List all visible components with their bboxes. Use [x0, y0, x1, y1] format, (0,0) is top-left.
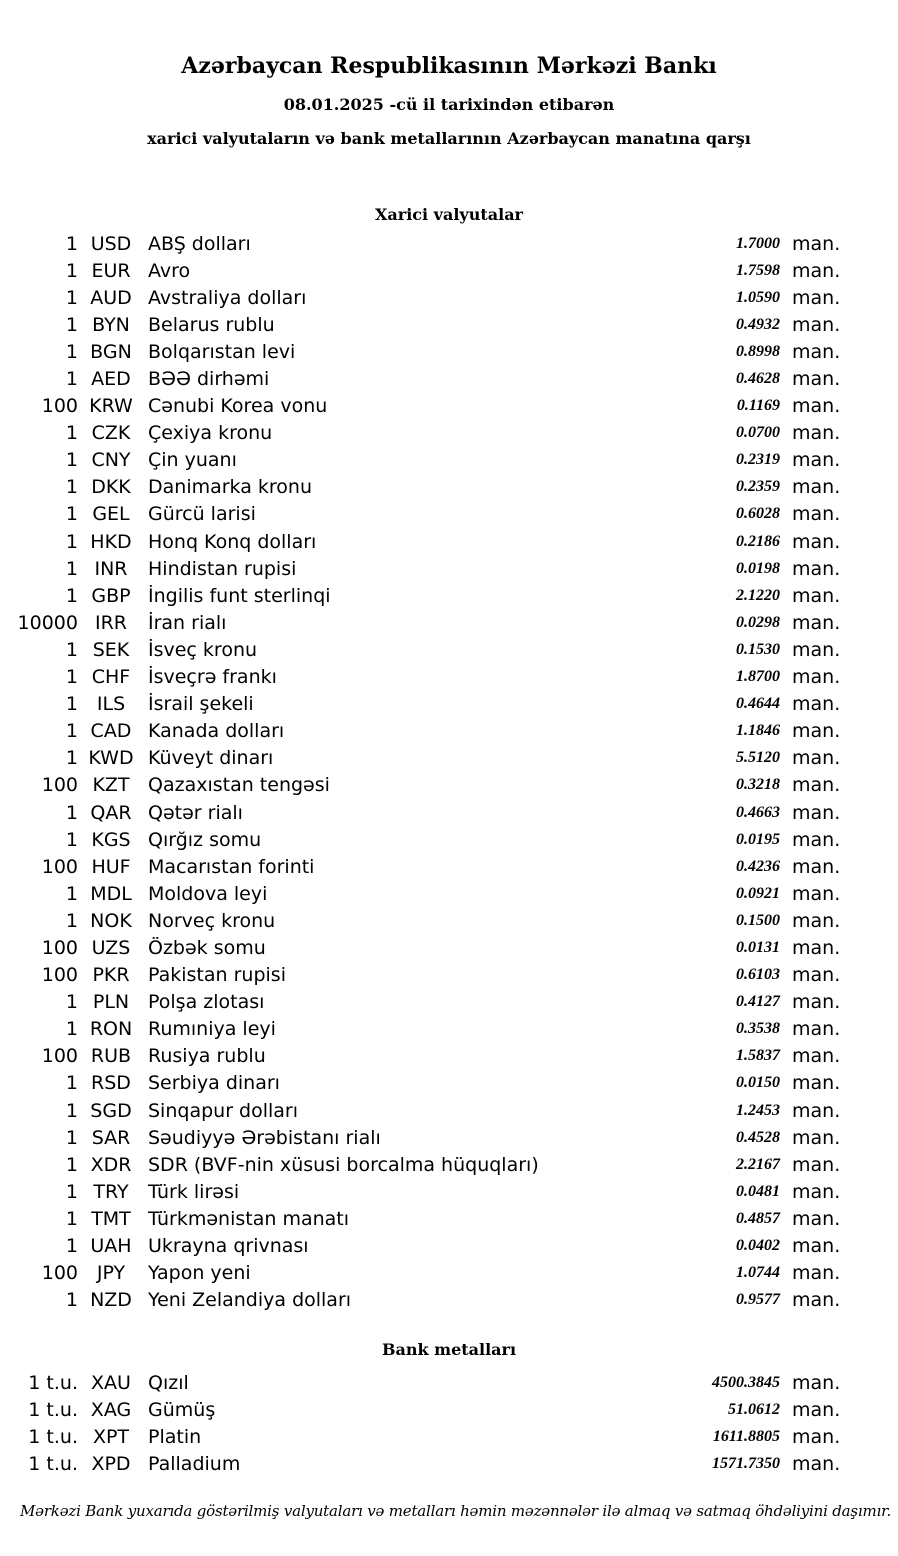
rate-row — [0, 1097, 898, 1124]
unit-cell: man. — [792, 1072, 841, 1095]
currency-name-cell: Belarus rublu — [148, 313, 275, 336]
rate-value-cell: 0.4663 — [736, 803, 780, 821]
rate-row — [0, 1178, 898, 1205]
quantity-cell: 100 — [41, 964, 78, 987]
quantity-cell: 1 — [65, 1099, 78, 1122]
currency-name-cell: İngilis funt sterlinqi — [148, 584, 331, 607]
currency-code-cell: UAH — [90, 1235, 132, 1258]
rate-value-cell: 0.4857 — [736, 1209, 780, 1227]
unit-cell: man. — [792, 503, 841, 526]
currency-name-cell: Palladium — [148, 1452, 241, 1475]
rate-row — [0, 989, 898, 1016]
unit-cell: man. — [792, 909, 841, 932]
unit-cell: man. — [792, 259, 841, 282]
rate-value-cell: 4500.3845 — [712, 1373, 780, 1391]
rate-row — [0, 853, 898, 880]
currency-name-cell: Səudiyyə Ərəbistanı rialı — [148, 1126, 381, 1149]
rate-value-cell: 0.3538 — [736, 1020, 780, 1038]
unit-cell: man. — [792, 693, 841, 716]
currency-code-cell: XPT — [92, 1425, 130, 1448]
currency-name-cell: Bolqarıstan levi — [148, 340, 296, 363]
rate-value-cell: 0.6028 — [736, 505, 780, 523]
currency-code-cell: TMT — [91, 1207, 131, 1230]
quantity-cell: 1 — [65, 1289, 78, 1312]
unit-cell: man. — [792, 340, 841, 363]
currency-code-cell: XAG — [90, 1398, 132, 1421]
quantity-cell: 1 — [65, 720, 78, 743]
currency-code-cell: JPY — [96, 1262, 126, 1285]
currency-code-cell: DKK — [91, 476, 131, 499]
rate-row — [0, 1369, 898, 1396]
quantity-cell: 100 — [41, 855, 78, 878]
currency-code-cell: HKD — [90, 530, 132, 553]
rate-row — [0, 1043, 898, 1070]
rate-value-cell: 1.8700 — [736, 668, 780, 686]
unit-cell: man. — [792, 530, 841, 553]
rate-value-cell: 1.0590 — [736, 288, 780, 306]
currency-code-cell: IRR — [94, 611, 127, 634]
rate-value-cell: 0.3218 — [736, 776, 780, 794]
currency-code-cell: GBP — [91, 584, 131, 607]
quantity-cell: 1 — [65, 828, 78, 851]
currencies-table — [0, 230, 898, 1314]
quantity-cell: 1 t.u. — [28, 1371, 78, 1394]
rate-value-cell: 0.1530 — [736, 640, 780, 658]
rate-row — [0, 1016, 898, 1043]
unit-cell: man. — [792, 801, 841, 824]
rate-value-cell: 2.1220 — [736, 586, 780, 604]
currency-name-cell: SDR (BVF-nin xüsusi borcalma hüquqları) — [148, 1153, 539, 1176]
rate-value-cell: 1.7000 — [736, 234, 780, 252]
rate-row — [0, 338, 898, 365]
rate-value-cell: 1.2453 — [736, 1101, 780, 1119]
unit-cell: man. — [792, 286, 841, 309]
unit-cell: man. — [792, 828, 841, 851]
rate-value-cell: 0.1169 — [736, 397, 780, 415]
unit-cell: man. — [792, 1262, 841, 1285]
currency-name-cell: Çin yuanı — [148, 449, 237, 472]
rate-value-cell: 0.0195 — [736, 830, 780, 848]
unit-cell: man. — [792, 1180, 841, 1203]
currency-name-cell: Rumıniya leyi — [148, 1018, 276, 1041]
rate-row — [0, 1396, 898, 1423]
quantity-cell: 1 — [65, 801, 78, 824]
quantity-cell: 1 — [65, 313, 78, 336]
rate-row — [0, 664, 898, 691]
quantity-cell: 1 — [65, 1126, 78, 1149]
unit-cell: man. — [792, 936, 841, 959]
currency-name-cell: Serbiya dinarı — [148, 1072, 280, 1095]
rate-row — [0, 420, 898, 447]
rate-value-cell: 0.0700 — [736, 424, 780, 442]
unit-cell: man. — [792, 1045, 841, 1068]
currency-name-cell: Kanada dolları — [148, 720, 285, 743]
currency-name-cell: Türkmənistan manatı — [148, 1207, 350, 1230]
unit-cell: man. — [792, 1153, 841, 1176]
currency-name-cell: İsveçrə frankı — [148, 666, 277, 689]
currency-code-cell: KRW — [89, 395, 133, 418]
rate-value-cell: 0.0131 — [736, 938, 780, 956]
quantity-cell: 100 — [41, 1262, 78, 1285]
rate-row — [0, 934, 898, 961]
currency-name-cell: Çexiya kronu — [148, 422, 273, 445]
unit-cell: man. — [792, 638, 841, 661]
rate-value-cell: 0.4932 — [736, 315, 780, 333]
unit-cell: man. — [792, 313, 841, 336]
rate-value-cell: 0.9577 — [736, 1291, 780, 1309]
rate-row — [0, 1287, 898, 1314]
quantity-cell: 1 — [65, 747, 78, 770]
rate-row — [0, 718, 898, 745]
unit-cell: man. — [792, 1452, 841, 1475]
currency-code-cell: CZK — [91, 422, 131, 445]
unit-cell: man. — [792, 395, 841, 418]
currency-name-cell: Qızıl — [148, 1371, 189, 1394]
currency-name-cell: İran rialı — [148, 611, 227, 634]
currency-name-cell: Platin — [148, 1425, 202, 1448]
quantity-cell: 100 — [41, 936, 78, 959]
rate-row — [0, 230, 898, 257]
currency-name-cell: Qazaxıstan tengəsi — [148, 774, 330, 797]
rate-value-cell: 0.4528 — [736, 1128, 780, 1146]
currency-name-cell: Moldova leyi — [148, 882, 268, 905]
quantity-cell: 1 — [65, 1235, 78, 1258]
quantity-cell: 1 — [65, 503, 78, 526]
unit-cell: man. — [792, 882, 841, 905]
rate-row — [0, 447, 898, 474]
rate-value-cell: 1571.7350 — [712, 1454, 780, 1472]
currency-code-cell: PKR — [92, 964, 130, 987]
rate-row — [0, 1260, 898, 1287]
rate-row — [0, 799, 898, 826]
unit-cell: man. — [792, 1425, 841, 1448]
subject-line: xarici valyutaların və bank metallarının Azərbaycan manatına qarşı — [147, 129, 751, 148]
currency-code-cell: XAU — [91, 1371, 131, 1394]
currency-name-cell: BƏƏ dirhəmi — [148, 368, 270, 391]
quantity-cell: 1 — [65, 1018, 78, 1041]
rate-value-cell: 0.2359 — [736, 478, 780, 496]
currency-name-cell: Hindistan rupisi — [148, 557, 297, 580]
rate-row — [0, 1205, 898, 1232]
currency-code-cell: XDR — [90, 1153, 132, 1176]
quantity-cell: 1 — [65, 1180, 78, 1203]
quantity-cell: 100 — [41, 1045, 78, 1068]
rate-row — [0, 1450, 898, 1477]
rate-row — [0, 1151, 898, 1178]
document-header — [0, 52, 898, 149]
currency-name-cell: Gümüş — [148, 1398, 216, 1421]
rate-row — [0, 311, 898, 338]
rate-row — [0, 636, 898, 663]
unit-cell: man. — [792, 774, 841, 797]
currency-code-cell: HUF — [91, 855, 131, 878]
unit-cell: man. — [792, 368, 841, 391]
currency-code-cell: BGN — [90, 340, 132, 363]
currency-name-cell: Macarıstan forinti — [148, 855, 315, 878]
currency-name-cell: Avro — [148, 259, 191, 282]
currency-code-cell: RUB — [90, 1045, 132, 1068]
unit-cell: man. — [792, 611, 841, 634]
quantity-cell: 1 — [65, 991, 78, 1014]
unit-cell: man. — [792, 991, 841, 1014]
currency-code-cell: NOK — [90, 909, 132, 932]
unit-cell: man. — [792, 1018, 841, 1041]
quantity-cell: 1 t.u. — [28, 1452, 78, 1475]
currency-code-cell: USD — [90, 232, 132, 255]
rate-row — [0, 1124, 898, 1151]
quantity-cell: 1 — [65, 340, 78, 363]
disclaimer-text: Mərkəzi Bank yuxarıda göstərilmiş valyutaları və metalları həmin məzənnələr ilə almaq və satmaq öhdəliyini daşımır. — [20, 1502, 892, 1520]
currency-code-cell: RSD — [91, 1072, 131, 1095]
rate-value-cell: 5.5120 — [736, 749, 780, 767]
page-title: Azərbaycan Respublikasının Mərkəzi Bankı — [181, 53, 717, 79]
currency-code-cell: UZS — [91, 936, 131, 959]
quantity-cell: 10000 — [17, 611, 78, 634]
rate-value-cell: 0.0150 — [736, 1074, 780, 1092]
unit-cell: man. — [792, 1235, 841, 1258]
currency-code-cell: XPD — [91, 1452, 131, 1475]
unit-cell: man. — [792, 1207, 841, 1230]
currency-code-cell: AUD — [90, 286, 132, 309]
rate-row — [0, 691, 898, 718]
currency-code-cell: MDL — [90, 882, 132, 905]
currency-code-cell: CAD — [90, 720, 132, 743]
rate-row — [0, 555, 898, 582]
currency-name-cell: İsveç kronu — [148, 638, 258, 661]
rate-value-cell: 0.2186 — [736, 532, 780, 550]
rate-value-cell: 0.0481 — [736, 1182, 780, 1200]
rate-value-cell: 0.0298 — [736, 613, 780, 631]
quantity-cell: 1 — [65, 909, 78, 932]
rate-value-cell: 1.5837 — [736, 1047, 780, 1065]
currency-code-cell: SAR — [91, 1126, 131, 1149]
currency-code-cell: KGS — [91, 828, 131, 851]
quantity-cell: 1 — [65, 638, 78, 661]
currency-code-cell: BYN — [92, 313, 130, 336]
rate-value-cell: 0.0402 — [736, 1237, 780, 1255]
unit-cell: man. — [792, 476, 841, 499]
quantity-cell: 1 — [65, 476, 78, 499]
currency-code-cell: ILS — [96, 693, 126, 716]
rate-value-cell: 1.0744 — [736, 1264, 780, 1282]
unit-cell: man. — [792, 557, 841, 580]
rate-value-cell: 2.2167 — [736, 1155, 780, 1173]
quantity-cell: 1 — [65, 530, 78, 553]
currency-name-cell: Danimarka kronu — [148, 476, 313, 499]
quantity-cell: 1 — [65, 1072, 78, 1095]
rate-value-cell: 0.2319 — [736, 451, 780, 469]
currency-code-cell: INR — [94, 557, 128, 580]
unit-cell: man. — [792, 1099, 841, 1122]
currency-name-cell: Sinqapur dolları — [148, 1099, 299, 1122]
rate-row — [0, 528, 898, 555]
unit-cell: man. — [792, 964, 841, 987]
unit-cell: man. — [792, 747, 841, 770]
quantity-cell: 100 — [41, 774, 78, 797]
rate-row — [0, 474, 898, 501]
quantity-cell: 100 — [41, 395, 78, 418]
effective-date: 08.01.2025 -cü il tarixindən etibarən — [283, 95, 615, 114]
unit-cell: man. — [792, 422, 841, 445]
quantity-cell: 1 — [65, 693, 78, 716]
unit-cell: man. — [792, 1371, 841, 1394]
unit-cell: man. — [792, 1398, 841, 1421]
currency-name-cell: Gürcü larisi — [148, 503, 256, 526]
currency-code-cell: NZD — [90, 1289, 132, 1312]
currencies-section-title: Xarici valyutalar — [375, 205, 523, 224]
currency-name-cell: Pakistan rupisi — [148, 964, 286, 987]
rate-value-cell: 0.0921 — [736, 884, 780, 902]
currency-name-cell: Özbək somu — [148, 936, 266, 959]
unit-cell: man. — [792, 720, 841, 743]
currency-name-cell: Avstraliya dolları — [148, 286, 307, 309]
rate-value-cell: 51.0612 — [728, 1400, 780, 1418]
currency-code-cell: AED — [91, 368, 131, 391]
rate-value-cell: 0.6103 — [736, 966, 780, 984]
quantity-cell: 1 — [65, 666, 78, 689]
quantity-cell: 1 — [65, 449, 78, 472]
unit-cell: man. — [792, 666, 841, 689]
rate-value-cell: 0.8998 — [736, 342, 780, 360]
rate-row — [0, 907, 898, 934]
currency-code-cell: SGD — [90, 1099, 132, 1122]
currency-name-cell: Norveç kronu — [148, 909, 276, 932]
unit-cell: man. — [792, 1126, 841, 1149]
rate-row — [0, 365, 898, 392]
currency-name-cell: ABŞ dolları — [148, 232, 251, 255]
currency-code-cell: GEL — [92, 503, 130, 526]
rate-value-cell: 0.4127 — [736, 993, 780, 1011]
unit-cell: man. — [792, 584, 841, 607]
rate-row — [0, 501, 898, 528]
currency-name-cell: Cənubi Korea vonu — [148, 395, 328, 418]
quantity-cell: 1 — [65, 1207, 78, 1230]
currency-code-cell: TRY — [93, 1180, 129, 1203]
rate-row — [0, 257, 898, 284]
unit-cell: man. — [792, 1289, 841, 1312]
currency-code-cell: PLN — [92, 991, 130, 1014]
rate-value-cell: 0.0198 — [736, 559, 780, 577]
rate-row — [0, 962, 898, 989]
currency-name-cell: Qırğız somu — [148, 828, 262, 851]
rate-row — [0, 1423, 898, 1450]
metals-table — [0, 1369, 898, 1477]
rate-row — [0, 582, 898, 609]
rate-row — [0, 1070, 898, 1097]
currency-name-cell: Ukrayna qrivnası — [148, 1235, 309, 1258]
currency-code-cell: QAR — [90, 801, 132, 824]
rate-row — [0, 772, 898, 799]
quantity-cell: 1 — [65, 1153, 78, 1176]
rate-row — [0, 393, 898, 420]
rate-row — [0, 745, 898, 772]
quantity-cell: 1 t.u. — [28, 1425, 78, 1448]
currency-code-cell: KWD — [88, 747, 134, 770]
rate-row — [0, 284, 898, 311]
currency-code-cell: CNY — [91, 449, 131, 472]
currency-name-cell: Honq Konq dolları — [148, 530, 317, 553]
quantity-cell: 1 — [65, 584, 78, 607]
unit-cell: man. — [792, 232, 841, 255]
rate-value-cell: 0.4236 — [736, 857, 780, 875]
currency-name-cell: Türk lirəsi — [148, 1180, 240, 1203]
rate-value-cell: 0.4644 — [736, 695, 780, 713]
rate-value-cell: 0.1500 — [736, 911, 780, 929]
quantity-cell: 1 — [65, 422, 78, 445]
rate-value-cell: 1.7598 — [736, 261, 780, 279]
rate-value-cell: 1611.8805 — [712, 1427, 780, 1445]
rate-value-cell: 1.1846 — [736, 722, 780, 740]
currency-code-cell: EUR — [91, 259, 131, 282]
metals-section-title: Bank metalları — [381, 1340, 517, 1359]
quantity-cell: 1 — [65, 882, 78, 905]
currency-code-cell: CHF — [91, 666, 131, 689]
rate-value-cell: 0.4628 — [736, 370, 780, 388]
currency-name-cell: Rusiya rublu — [148, 1045, 266, 1068]
quantity-cell: 1 — [65, 557, 78, 580]
quantity-cell: 1 t.u. — [28, 1398, 78, 1421]
quantity-cell: 1 — [65, 232, 78, 255]
currency-name-cell: Yapon yeni — [148, 1262, 251, 1285]
rate-row — [0, 1232, 898, 1259]
currency-name-cell: Qətər rialı — [148, 801, 243, 824]
rate-row — [0, 826, 898, 853]
currency-name-cell: Yeni Zelandiya dolları — [148, 1289, 352, 1312]
currency-name-cell: Polşa zlotası — [148, 991, 265, 1014]
currency-name-cell: İsrail şekeli — [148, 693, 254, 716]
currency-code-cell: KZT — [92, 774, 130, 797]
currency-code-cell: RON — [89, 1018, 133, 1041]
currency-code-cell: SEK — [92, 638, 130, 661]
rate-row — [0, 609, 898, 636]
quantity-cell: 1 — [65, 259, 78, 282]
quantity-cell: 1 — [65, 286, 78, 309]
unit-cell: man. — [792, 449, 841, 472]
unit-cell: man. — [792, 855, 841, 878]
currency-name-cell: Küveyt dinarı — [148, 747, 274, 770]
rate-row — [0, 880, 898, 907]
quantity-cell: 1 — [65, 368, 78, 391]
